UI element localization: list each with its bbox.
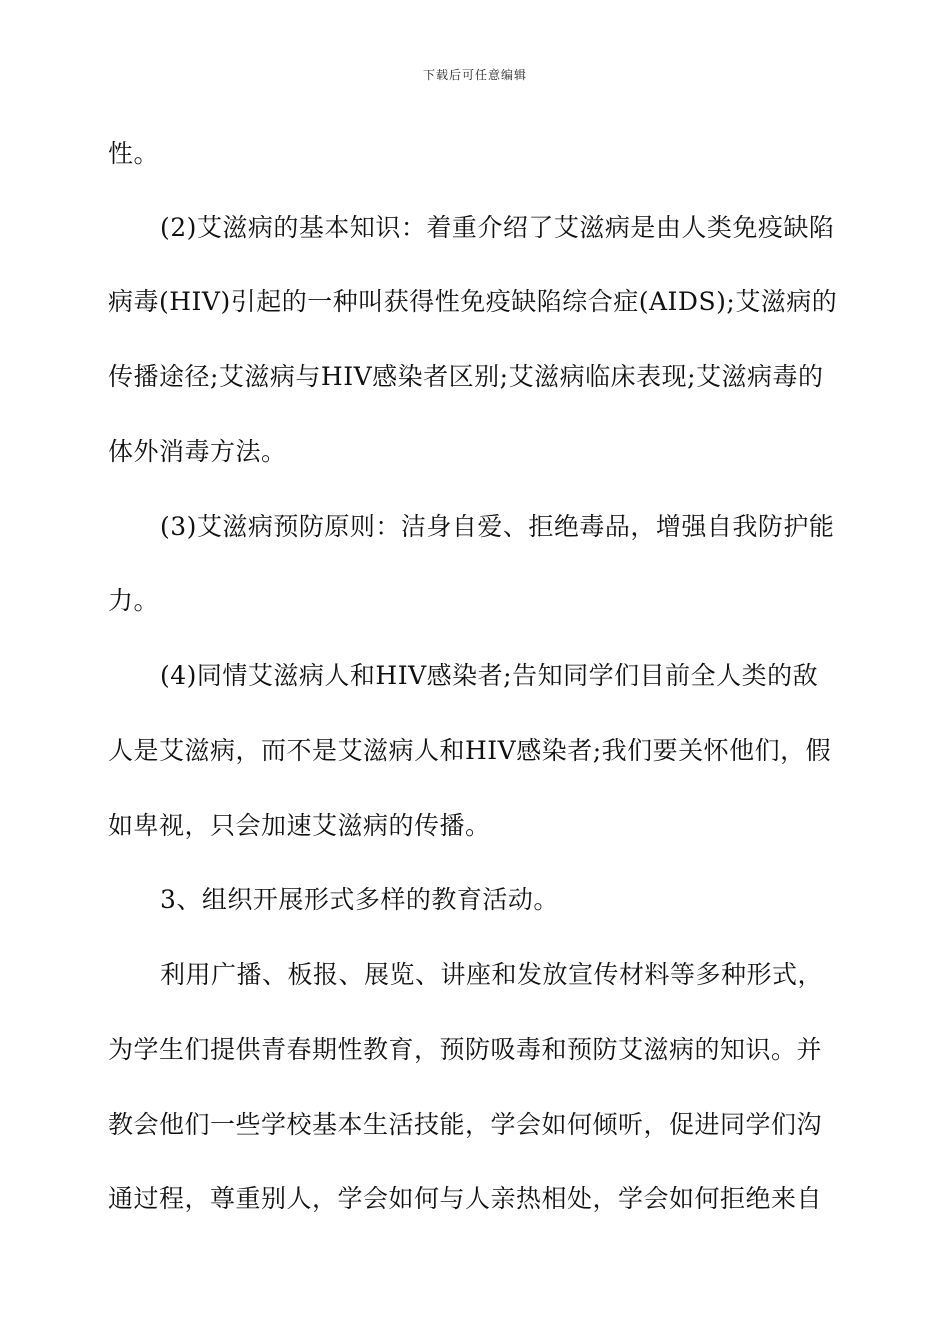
body-line: 如卑视，只会加速艾滋病的传播。 — [108, 811, 491, 840]
body-line: 教会他们一些学校基本生活技能，学会如何倾听，促进同学们沟 — [108, 1110, 823, 1139]
body-line: 病毒(HIV)引起的一种叫获得性免疫缺陷综合症(AIDS);艾滋病的 — [108, 287, 838, 316]
body-line: 3、组织开展形式多样的教育活动。 — [160, 885, 559, 914]
body-line: 力。 — [108, 586, 160, 615]
body-line: 性。 — [108, 139, 160, 168]
body-line: 为学生们提供青春期性教育，预防吸毒和预防艾滋病的知识。并 — [108, 1035, 823, 1064]
body-line: 通过程，尊重别人，学会如何与人亲热相处，学会如何拒绝来自 — [108, 1184, 823, 1213]
body-line: (3)艾滋病预防原则：洁身自爱、拒绝毒品，增强自我防护能 — [160, 512, 835, 541]
body-line: 利用广播、板报、展览、讲座和发放宣传材料等多种形式， — [160, 960, 824, 989]
body-line: (2)艾滋病的基本知识：着重介绍了艾滋病是由人类免疫缺陷 — [160, 213, 835, 242]
body-line: 人是艾滋病，而不是艾滋病人和HIV感染者;我们要关怀他们，假 — [108, 736, 832, 765]
page-header: 下载后可任意编辑 — [422, 68, 527, 82]
body-line: 体外消毒方法。 — [108, 437, 287, 466]
body-line: 传播途径;艾滋病与HIV感染者区别;艾滋病临床表现;艾滋病毒的 — [108, 362, 824, 391]
body-line: (4)同情艾滋病人和HIV感染者;告知同学们目前全人类的敌 — [160, 661, 819, 690]
